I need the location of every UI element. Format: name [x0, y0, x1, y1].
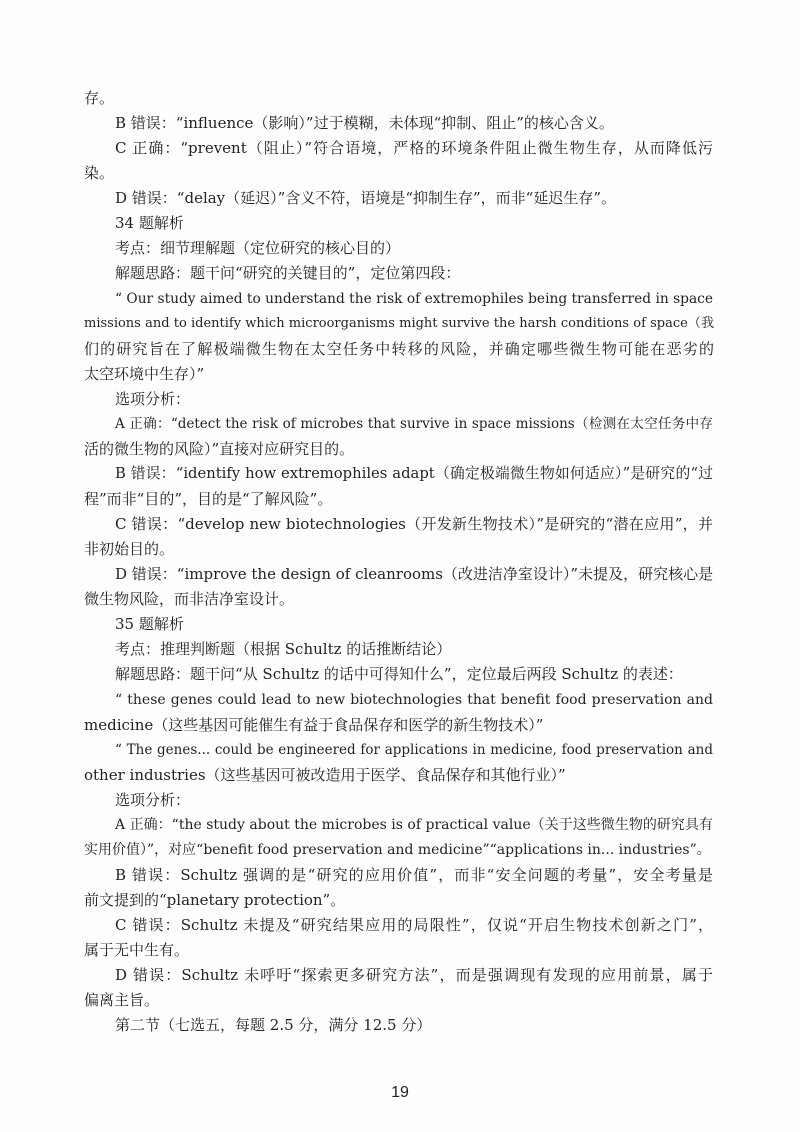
text-line: “ The genes... could be engineered for applications in medicine, food preservation and	[115, 742, 713, 758]
text-line: 染。	[84, 164, 115, 182]
text-line: 们的研究旨在了解极端微生物在太空任务中转移的风险，并确定哪些微生物可能在恶劣的	[84, 340, 714, 358]
text-line: 程”而非“目的”，目的是“了解风险”。	[84, 490, 333, 508]
text-line: 解题思路：题干问“研究的关键目的”，定位第四段：	[115, 264, 461, 282]
text-line: D 错误：Schultz 未呼吁“探索更多研究方法”，而是强调现有发现的应用前景，属于	[115, 966, 713, 984]
text-line: B 错误：Schultz 强调的是“研究的应用价值”，而非“安全问题的考量”，安全考量是	[115, 866, 713, 884]
text-line: 属于无中生有。	[84, 941, 190, 959]
text-line: 解题思路：题干问“从 Schultz 的话中可得知什么”，定位最后两段 Schultz 的表述：	[115, 665, 683, 683]
text-line: 非初始目的。	[84, 540, 175, 558]
page-number: 19	[391, 1084, 409, 1101]
text-line: B 错误：“influence（影响）”过于模糊，未体现“抑制、阻止”的核心含义。	[115, 114, 614, 132]
text-line: medicine（这些基因可能催生有益于食品保存和医学的新生物技术）”	[84, 716, 544, 734]
text-line: C 错误：Schultz 未提及“研究结果应用的局限性”，仅说“开启生物技术创新之门”，	[115, 916, 713, 934]
text-line: 选项分析：	[115, 791, 191, 809]
text-line: 活的微生物的风险）”直接对应研究目的。	[84, 440, 355, 458]
text-line: 实用价值）”，对应“benefit food preservation and medicine”“applications in... industries”。	[84, 842, 711, 858]
section-heading: 34 题解析	[115, 214, 184, 232]
text-line: 考点：细节理解题（定位研究的核心目的）	[115, 239, 401, 257]
text-line: 选项分析：	[115, 390, 191, 408]
section-heading: 35 题解析	[115, 615, 184, 633]
section-heading: 第二节（七选五，每题 2.5 分，满分 12.5 分）	[115, 1016, 432, 1034]
text-line: A 正确：“detect the risk of microbes that survive in space missions（检测在太空任务中存	[115, 416, 713, 432]
text-line: 考点：推理判断题（根据 Schultz 的话推断结论）	[115, 640, 452, 658]
text-line: 前文提到的“planetary protection”。	[84, 891, 346, 909]
text-line: C 正确：“prevent（阻止）”符合语境，严格的环境条件阻止微生物生存，从而降低污	[115, 139, 713, 157]
text-line: “ Our study aimed to understand the risk of extremophiles being transferred in space	[115, 291, 713, 307]
text-line: 存。	[84, 89, 115, 107]
text-line: D 错误：“improve the design of cleanrooms（改进洁净室设计）”未提及，研究核心是	[115, 565, 714, 583]
text-line: 偏离主旨。	[84, 991, 160, 1009]
text-line: 微生物风险，而非洁净室设计。	[84, 590, 295, 608]
text-line: missions and to identify which microorganisms might survive the harsh conditions of space（我	[84, 316, 714, 331]
text-line: “ these genes could lead to new biotechnologies that benefit food preservation and	[115, 692, 713, 708]
text-line: A 正确：“the study about the microbes is of practical value（关于这些微生物的研究具有	[115, 817, 713, 833]
text-line: D 错误：“delay（延迟）”含义不符，语境是“抑制生存”，而非“延迟生存”。	[115, 189, 617, 207]
text-line: C 错误：“develop new biotechnologies（开发新生物技术）”是研究的“潜在应用”，并	[115, 515, 713, 533]
text-line: B 错误：“identify how extremophiles adapt（确定极端微生物如何适应）”是研究的“过	[115, 465, 713, 482]
text-line: 太空环境中生存）”	[84, 365, 205, 383]
text-line: other industries（这些基因可被改造用于医学、食品保存和其他行业）”	[84, 766, 566, 784]
